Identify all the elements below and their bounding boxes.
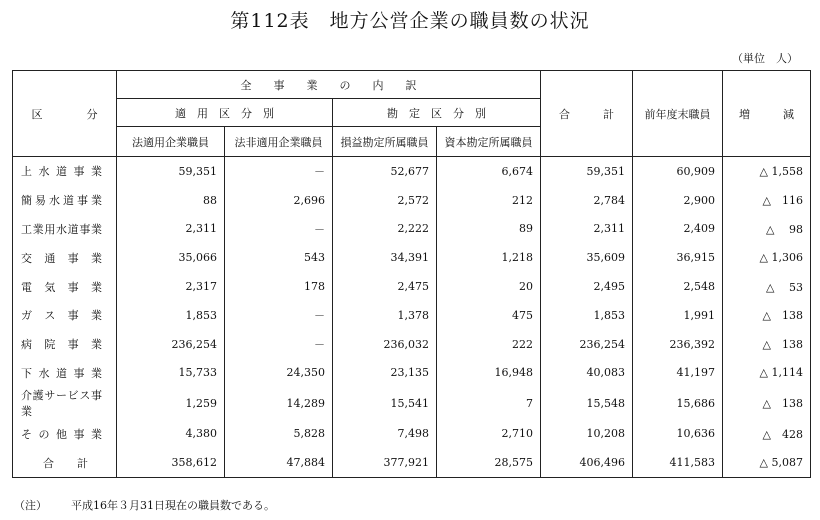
non-applied-cell: － (225, 330, 333, 359)
capital-cell: 6,674 (437, 157, 541, 186)
staff-table (12, 70, 811, 478)
header-group-account: 勘 定 区 分 別 (333, 99, 541, 127)
total-cell: 1,853 (541, 301, 633, 330)
change-cell: △ 5,087 (723, 448, 811, 477)
non-applied-cell: 14,289 (225, 387, 333, 419)
profit-cell: 52,677 (333, 157, 437, 186)
applied-cell: 4,380 (117, 419, 225, 448)
profit-cell: 7,498 (333, 419, 437, 448)
profit-cell: 23,135 (333, 359, 437, 388)
total-cell: 406,496 (541, 448, 633, 477)
prev-year-cell: 1,991 (633, 301, 723, 330)
prev-year-cell: 15,686 (633, 387, 723, 419)
capital-cell: 20 (437, 272, 541, 301)
footnote-label: （注） (14, 499, 47, 512)
profit-cell: 1,378 (333, 301, 437, 330)
profit-cell: 236,032 (333, 330, 437, 359)
change-cell: △ 138 (723, 330, 811, 359)
row-category: 簡易水道事業 (13, 186, 117, 215)
applied-cell: 2,311 (117, 215, 225, 244)
applied-cell: 2,317 (117, 272, 225, 301)
total-cell: 2,495 (541, 272, 633, 301)
non-applied-cell: 543 (225, 243, 333, 272)
prev-year-cell: 236,392 (633, 330, 723, 359)
prev-year-cell: 411,583 (633, 448, 723, 477)
applied-cell: 88 (117, 186, 225, 215)
table-row (13, 215, 811, 244)
applied-cell: 1,259 (117, 387, 225, 419)
applied-cell: 1,853 (117, 301, 225, 330)
header-change: 増 減 (723, 71, 811, 157)
non-applied-cell: － (225, 215, 333, 244)
table-row (13, 419, 811, 448)
row-category: 交通事業 (13, 243, 117, 272)
header-prev-year: 前年度末職員 (633, 71, 723, 157)
capital-cell: 89 (437, 215, 541, 244)
header-breakdown: 全 事 業 の 内 訳 (117, 71, 541, 99)
header-non-applied: 法非適用企業職員 (225, 127, 333, 157)
table-title: 第112表 地方公営企業の職員数の状況 (230, 10, 590, 32)
header-category: 区 分 (13, 71, 117, 157)
change-cell: △ 1,306 (723, 243, 811, 272)
capital-cell: 475 (437, 301, 541, 330)
table-row (13, 243, 811, 272)
profit-cell: 2,572 (333, 186, 437, 215)
non-applied-cell: 24,350 (225, 359, 333, 388)
table-row (13, 330, 811, 359)
change-cell: △ 138 (723, 301, 811, 330)
capital-cell: 2,710 (437, 419, 541, 448)
header-applied: 法適用企業職員 (117, 127, 225, 157)
applied-cell: 35,066 (117, 243, 225, 272)
total-cell: 35,609 (541, 243, 633, 272)
capital-cell: 212 (437, 186, 541, 215)
row-category: 電気事業 (13, 272, 117, 301)
row-category: 上水道事業 (13, 157, 117, 186)
applied-cell: 358,612 (117, 448, 225, 477)
non-applied-cell: － (225, 301, 333, 330)
change-cell: △ 428 (723, 419, 811, 448)
table-row (13, 301, 811, 330)
row-category: 介護サービス事業 (13, 387, 117, 419)
header-capital: 資本勘定所属職員 (437, 127, 541, 157)
total-cell: 236,254 (541, 330, 633, 359)
total-cell: 15,548 (541, 387, 633, 419)
footnote-text: 平成16年３月31日現在の職員数である。 (71, 499, 275, 512)
profit-cell: 2,475 (333, 272, 437, 301)
table-row (13, 387, 811, 419)
non-applied-cell: 47,884 (225, 448, 333, 477)
prev-year-cell: 60,909 (633, 157, 723, 186)
row-category: 工業用水道事業 (13, 215, 117, 244)
row-category: ガス事業 (13, 301, 117, 330)
applied-cell: 15,733 (117, 359, 225, 388)
change-cell: △ 53 (723, 272, 811, 301)
capital-cell: 16,948 (437, 359, 541, 388)
prev-year-cell: 36,915 (633, 243, 723, 272)
profit-cell: 377,921 (333, 448, 437, 477)
change-cell: △ 138 (723, 387, 811, 419)
change-cell: △ 98 (723, 215, 811, 244)
non-applied-cell: － (225, 157, 333, 186)
prev-year-cell: 2,548 (633, 272, 723, 301)
row-category: 合計 (13, 448, 117, 477)
header-total: 合 計 (541, 71, 633, 157)
total-row (13, 448, 811, 477)
profit-cell: 34,391 (333, 243, 437, 272)
non-applied-cell: 2,696 (225, 186, 333, 215)
table-row (13, 157, 811, 186)
total-cell: 2,311 (541, 215, 633, 244)
change-cell: △ 116 (723, 186, 811, 215)
capital-cell: 222 (437, 330, 541, 359)
capital-cell: 7 (437, 387, 541, 419)
prev-year-cell: 2,409 (633, 215, 723, 244)
table-row (13, 359, 811, 388)
change-cell: △ 1,114 (723, 359, 811, 388)
header-profit: 損益勘定所属職員 (333, 127, 437, 157)
applied-cell: 59,351 (117, 157, 225, 186)
table-row (13, 186, 811, 215)
non-applied-cell: 5,828 (225, 419, 333, 448)
total-cell: 10,208 (541, 419, 633, 448)
total-cell: 59,351 (541, 157, 633, 186)
row-category: 下水道事業 (13, 359, 117, 388)
table-row (13, 272, 811, 301)
profit-cell: 2,222 (333, 215, 437, 244)
prev-year-cell: 41,197 (633, 359, 723, 388)
total-cell: 40,083 (541, 359, 633, 388)
profit-cell: 15,541 (333, 387, 437, 419)
header-group-apply: 適 用 区 分 別 (117, 99, 333, 127)
applied-cell: 236,254 (117, 330, 225, 359)
non-applied-cell: 178 (225, 272, 333, 301)
total-cell: 2,784 (541, 186, 633, 215)
change-cell: △ 1,558 (723, 157, 811, 186)
capital-cell: 1,218 (437, 243, 541, 272)
capital-cell: 28,575 (437, 448, 541, 477)
row-category: 病院事業 (13, 330, 117, 359)
prev-year-cell: 10,636 (633, 419, 723, 448)
unit-label: （単位 人） (732, 52, 798, 65)
row-category: その他事業 (13, 419, 117, 448)
prev-year-cell: 2,900 (633, 186, 723, 215)
footnote (14, 497, 299, 513)
